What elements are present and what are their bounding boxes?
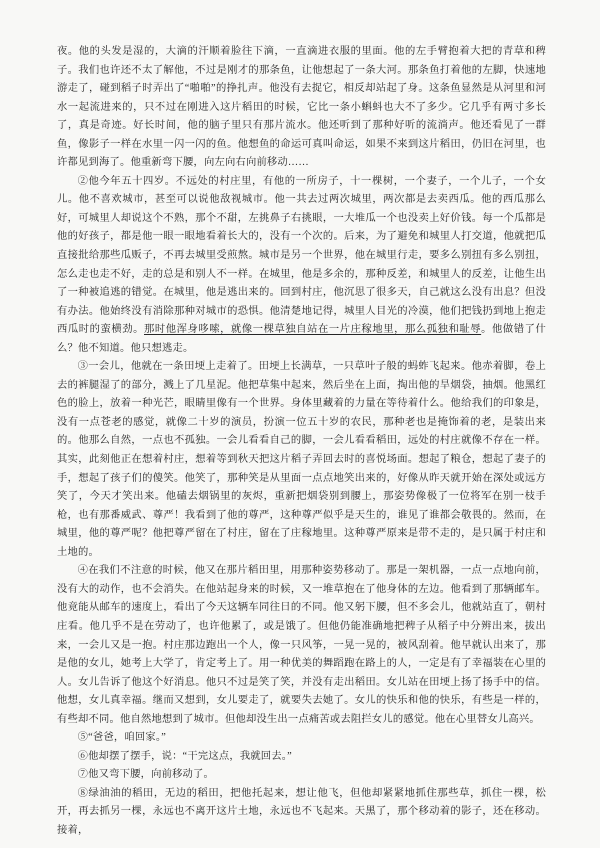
paragraph-2-post-text: 。他做错了什么？他不知道。他只想逃走。: [57, 324, 546, 354]
paragraph-8: ⑧绿油油的稻田，无边的稻田，把他托起来，想让他飞，但他却紧紧地抓住那些草，抓住一棵，松开，再去抓另一棵，永远也不离开这片土地，永远也不飞起来。天黑了，那个移动着的影子，还在移动。接着，: [57, 787, 546, 836]
paragraph-7: ⑦他又弯下腰，向前移动了。: [77, 769, 215, 781]
paragraph-6-dialogue: ⑥他却摆了摆手，说：“干完这点，我就回去。”: [77, 750, 292, 762]
paragraph-5-dialogue: ⑤“爸爸，咱回家。”: [77, 732, 166, 744]
paragraph-2-underlined-sentence: 那时他浑身哆嗦，就像一棵草独自站在一片庄稼地里，那么孤独和耻辱: [144, 324, 482, 336]
reading-passage: [57, 43, 546, 841]
paragraph-4: ④在我们不注意的时候，他又在那片稻田里，用那种姿势移动了。那是一架机器，一点一点地向前，没有大的动作，也不会消失。在他站起身来的时候，又一堆草抱在了他身体的左边。他看到了那辆邮车。他竟能从邮车的速度上，看出了今天这辆车同往日的不同。他又躬下腰，但不多会儿，他就站直了，朝村庄看。他几乎不是在劳动了，也许他累了，或是饿了。但他仍能准确地把稗子从稻子中分辨出来，拔出来，一会儿又是一抱。村庄那边跑出一个人，像一只风筝，一晃一晃的，被风刮着。他早就认出来了，那是他的女儿，她考上大学了，肯定考上了。用一种优美的舞蹈跑在路上的人，一定是有了幸福装在心里的人。女儿告诉了他这个好消息。他只不过是笑了笑，并没有走出稻田。女儿站在田埂上扬了扬手中的信。他想，女儿真幸福。继而又想到，女儿要走了，就要失去她了。女儿的快乐和他的快乐，有些是一样的，有些却不同。他自然地想到了城市。但他却没生出一点痛苦或去阻拦女儿的感觉。他在心里替女儿高兴。: [57, 565, 546, 725]
paragraph-2-pre-text: ②他今年五十四岁。不远处的村庄里，有他的一所房子，十一棵树，一个妻子，一个儿子，一个女儿。他不喜欢城市，甚至可以说他敌视城市。他一共去过两次城里，两次都是去卖西瓜。他的西瓜那么好，可城里人却说这个不熟，那个不甜，左挑鼻子右挑眼，一大堆瓜一个也没卖上好价钱。每一个瓜都是他的好孩子，都是他一眼一眼地看着长大的，没有一个次的。后来，为了避免和城里人打交道，他就把瓜直接批给那些瓜贩子，不再去城里受煎熬。城市是另一个世界，他在城里行走，要多么别扭有多么别扭，怎么走也走不好，走的总是和别人不一样。在城里，他是多余的，那种反差，和城里人的反差，让他生出了一种被追逃的错觉。在城里，他是逃出来的。回到村庄，他沉思了很多天，自己就这么没有出息？但没有办法。他始终没有消除那种对城市的恐惧。他清楚地记得，城里人目光的冷漠，他们把钱扔到地上抱走西瓜时的蛮横劲。: [57, 175, 546, 336]
paragraph-3: ③一会儿，他就在一条田埂上走着了。田埂上长满草，一只草叶子般的蚂蚱飞起来。他赤着脚，卷上去的裤腿湿了的部分，溅上了几星泥。他把草集中起来，然后坐在上面，掏出他的旱烟袋，抽烟。他黑红色的脸上，放着一种光芒，眼睛里像有一个世界。身体里藏着的力量在等待着什么。他给我们的印象是，没有一点苍老的感觉，就像二十岁的演员，扮演一位五十岁的农民，那种老也是掩饰着的老，是装出来的。他那么自然，一点也不孤独。一会儿看看自己的脚，一会儿看看稻田，远处的村庄就像不存在一样。其实，此刻他正在想着村庄，想着等到秋天把这片稻子弄回去时的喜悦场面。想起了粮仓，想起了妻子的手，想起了孩子们的傻笑。他笑了，那种笑是从里面一点点地笑出来的，好像从昨天就开始在深处或远方笑了，今天才笑出来。他磕去烟锅里的灰烬，重新把烟袋别到腰上，那姿势像极了一位将军在别一枝手枪，也有那番威武、尊严！我看到了他的尊严，这种尊严似乎是天生的，谁见了谁都会敬畏的。然而，在城里，他的尊严呢？他把尊严留在了村庄，留在了庄稼地里。这种尊严原来是带不走的，是只属于村庄和土地的。: [57, 361, 546, 558]
paragraph-1-continuation: 夜。他的头发是湿的，大滴的汗顺着脸往下滴，一直滴进衣服的里面。他的左手臂抱着大把的青草和稗子。我们也许还不太了解他，不过是刚才的那条鱼，让他想起了一条大河。那条鱼打着他的左脚，快速地游走了，碰到稻子时弄出了“啪啪”的挣扎声。他没有去捉它，相反却站起了身。这条鱼显然是从河里和河水一起流进来的，只不过在刚进入这片稻田的时候，它比一条小蝌蚪也大不了多少。它几乎有两寸多长了，真是奇迹。好长时间，他的脑子里只有那片流水。他还听到了那种好听的流淌声。他还看见了一群鱼，像影子一样在水里一闪一闪的鱼。他想鱼的命运可真叫命运，如果不来到这片稻田，仍旧在河里，也许都见到海了。他重新弯下腰，向左向右向前移动……: [57, 46, 546, 169]
paragraph-2: [57, 173, 546, 358]
